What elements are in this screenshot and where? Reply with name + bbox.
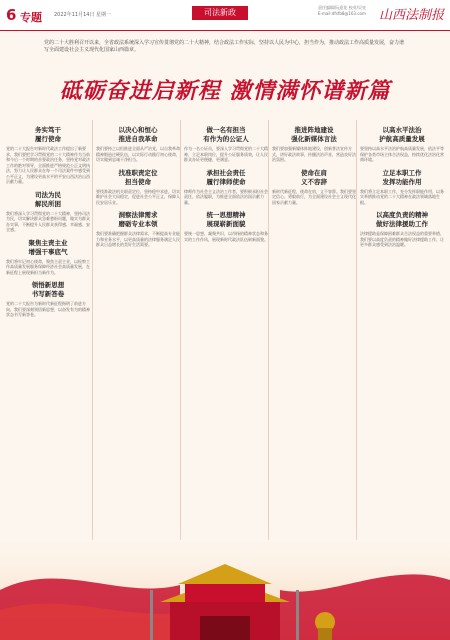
article-body: 作为一名公证员，要深入学习贯彻党的二十大精神，立足本职岗位，提升公证服务质效，让人民群众办证更便捷、更满意。 <box>184 146 268 162</box>
article-body: 法律援助是保障困难群众合法权益的重要举措，我们要以高度负责的精神做好法律援助工作，让更多群众感受到法治温暖。 <box>360 231 444 247</box>
column-divider <box>92 120 93 540</box>
column-divider <box>356 120 357 540</box>
article-column <box>6 126 90 324</box>
issue-date: 2022年11月14日 星期一 <box>54 12 112 18</box>
article <box>272 126 356 163</box>
article-title: 统一思想精神 展现崭新面貌 <box>206 211 246 228</box>
email: E-mail:dfsfb8@163.com <box>318 11 366 16</box>
article-body: 我们要加强新媒体阵地建设，创新普法宣传方式，讲好政法故事，传播法治声音，营造良好法治氛围。 <box>272 146 356 162</box>
article <box>6 191 90 233</box>
article-body: 要找准政法机关职责定位，坚持稳中求进，切实维护社会大局稳定，促进社会公平正义，保障人民安居乐业。 <box>96 188 180 205</box>
article-title: 做一名有担当 有作为的公证人 <box>203 126 249 143</box>
article-body: 要统一思想、凝聚共识，以昂扬的精神状态和务实的工作作风，展现新时代政法队伍崭新面貌。 <box>184 231 268 242</box>
column-divider <box>268 120 269 540</box>
article <box>184 211 268 242</box>
article-body: 我们将立足本职工作，充分发挥职能作用，以务实举措推动党的二十大精神在政法领域落地生根。 <box>360 188 444 205</box>
editor-info <box>318 5 378 17</box>
editor-credits: 责任编辑/阮迎花 校对/吴亮 <box>318 5 366 10</box>
article-body: 党的二十大报告为新时代新征程指明了前进方向，我们要深刻领悟新思想，以奋发有为的精神状态书写新答卷。 <box>6 301 90 317</box>
article-title: 聚焦主责主业 增强干事底气 <box>28 238 68 256</box>
article-title: 使命在肩 义不容辞 <box>301 168 327 186</box>
page-header <box>0 0 450 31</box>
column-logo: 司法新政 <box>192 6 248 20</box>
article <box>360 126 444 163</box>
article-column <box>272 126 356 211</box>
article <box>96 126 180 163</box>
article <box>272 169 356 206</box>
article-body: 我们要持之以恒推进全面从严治党，以自我革命精神锻造过硬队伍，以实际行动践行初心使命，切实做到忠诚干净担当。 <box>96 146 180 162</box>
article-title: 以高度负责的精神 做好法律援助工作 <box>376 211 428 228</box>
article <box>360 169 444 206</box>
article-body: 我们要准确把握群众法律需求，不断提高专业能力和业务水平，以更高质量的法律服务满足人民群众日益增长的美好生活需要。 <box>96 231 180 247</box>
article-title: 领悟新思想 书写新答卷 <box>31 281 65 298</box>
article-body: 我们将深入学习贯彻党的二十大精神，坚持司法为民，切实解决群众急难愁盼问题，做实为群众办实事，不断提升人民群众获得感、幸福感、安全感。 <box>6 210 90 232</box>
article <box>6 239 90 276</box>
main-headline: 砥砺奋进启新程 激情满怀谱新篇 <box>59 78 391 104</box>
article <box>184 126 268 163</box>
tiananmen-illustration <box>0 530 450 640</box>
article-body: 新时代新征程，使命在肩，义不容辞。我们要坚定信心、勇毅前行，为全面建设社会主义现代化国家贡献力量。 <box>272 188 356 205</box>
article-body: 律师作为社会主义法治工作者，要积极承担社会责任，依法履职，为推进全面依法治国贡献力量。 <box>184 188 268 205</box>
article-body: 要坚持以高水平法治护航高质量发展，依法平等保护各类市场主体合法权益，持续优化法治化营商环境。 <box>360 146 444 162</box>
article <box>96 169 180 206</box>
article <box>96 211 180 248</box>
article <box>6 126 90 185</box>
section-name: 专题 <box>20 11 42 24</box>
article-column <box>184 126 268 248</box>
article-title: 务实笃干 履行使命 <box>35 126 61 143</box>
article <box>6 281 90 318</box>
article-title: 立足本职工作 发挥功能作用 <box>382 168 422 186</box>
article <box>360 211 444 248</box>
article-title: 以决心和恒心 推进自我革命 <box>118 126 158 143</box>
article-title: 推进阵地建设 强化新媒体言法 <box>291 126 337 143</box>
article-title: 以高水平法治 护航高质量发展 <box>379 126 425 143</box>
article-body: 我们将牢记初心使命，聚焦主责主业，以检察工作高质量发展服务保障经济社会高质量发展，在新征程上展现新担当新作为。 <box>6 258 90 275</box>
article-column <box>360 126 444 254</box>
article-title: 洞察法律需求 磨砺专业本领 <box>118 211 158 228</box>
intro-paragraph: 党的二十大胜利召开以来，全省政法系统深入学习宣传贯彻党的二十大精神，结合政法工作实际，坚持以人民为中心，担当作为，推动政法工作高质量发展，奋力谱写全面建设社会主义现代化国家山西篇章。 <box>44 40 405 53</box>
column-divider <box>180 120 181 540</box>
article <box>184 169 268 206</box>
article-body: 党的二十大报告对新时代政法工作提出了新要求，我们要把学习贯彻党的二十大精神作为当前和今后一个时期的首要政治任务，坚持党对政法工作的绝对领导，全面推进严格规范公正文明执法，努力让人民群众在每一个司法案件中感受到公平正义，为建设更高水平的平安山西法治山西贡献力量。 <box>6 146 90 184</box>
newspaper-logo: 山西法制报 <box>378 8 444 23</box>
article-title: 司法为民 解民所困 <box>35 190 61 208</box>
article-column <box>96 126 180 254</box>
page-number: 6 <box>6 6 17 24</box>
article-title: 找准职责定位 担当使命 <box>118 168 158 186</box>
article-title: 承担社会责任 履行律师使命 <box>206 168 246 186</box>
